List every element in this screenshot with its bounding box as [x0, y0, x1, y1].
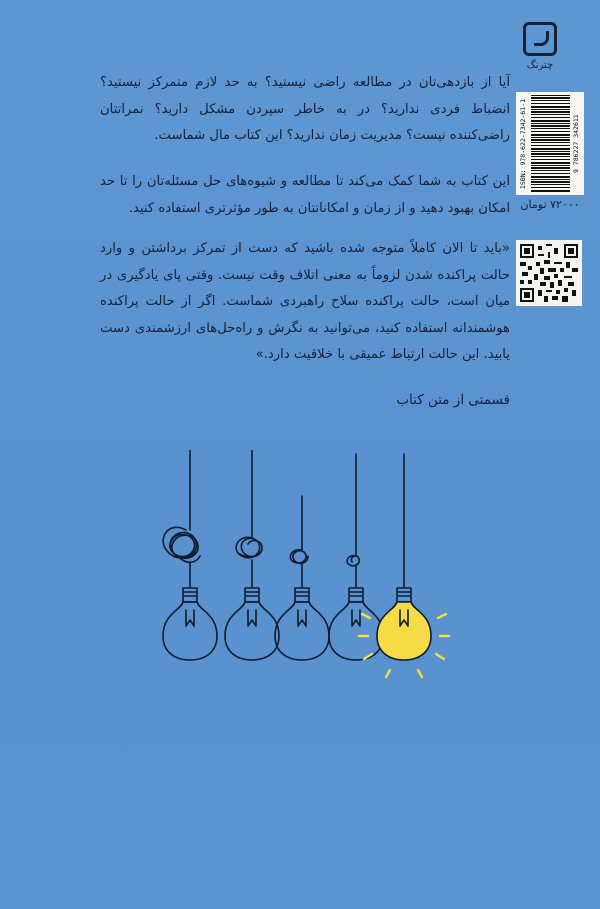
light-bulbs-illustration — [140, 450, 460, 680]
blurb-quote: «باید تا الان کاملاً متوجه شده باشید که دست از تمرکز برداشتن و وارد حالت پراکنده شدن لزوماً به معنی اتلاف وقت نیست. وقتی پای یادگیری در میان است، حالت پراکنده سلاح راهبردی شماست. اگر از حالت پراکنده هوشمندانه استفاده کنید، می‌توانید به نگرش و راه‌حل‌های ارزشمندی دست یابید. این حالت ارتباط عمیقی با خلاقیت دارد.» — [100, 241, 510, 362]
price-label: ۷۲۰۰۰ تومان — [520, 198, 580, 211]
blurb-paragraph-questions: آیا از بازدهی‌تان در مطالعه راضی نیستید؟ به حد لازم متمرکز نیستید؟ انضباط فردی ندارید؟ در به خاطر سپردن مشکل دارید؟ نمراتتان راضی‌کننده نیست؟ مدیریت زمان ندارید؟ این کتاب مال شماست. — [100, 75, 510, 143]
excerpt-label: قسمتی از متن کتاب — [396, 392, 510, 408]
blurb-paragraph-summary: این کتاب به شما کمک می‌کند تا مطالعه و شیوه‌های حل مسئله‌تان را تا حد امکان بهبود دهید و از زمان و امکاناتتان به طور مؤثرتری استفاده کنید. — [100, 174, 510, 216]
barcode-number: 9 786227 342611 — [572, 114, 580, 173]
lit-bulb-icon — [359, 454, 449, 677]
tangled-bulb-icon — [275, 496, 329, 660]
publisher-name: چترنگ — [526, 60, 554, 71]
tangled-bulb-icon — [163, 450, 217, 660]
barcode — [516, 92, 584, 195]
isbn-text: ISBN: 978-622-7342-61-1 — [519, 98, 527, 189]
qr-code-icon — [516, 240, 582, 306]
barcode-bars — [531, 95, 570, 192]
tangled-bulb-icon — [225, 450, 279, 660]
publisher-logo — [520, 22, 560, 78]
tangled-bulb-icon — [329, 454, 383, 660]
publisher-logo-icon — [523, 22, 557, 56]
